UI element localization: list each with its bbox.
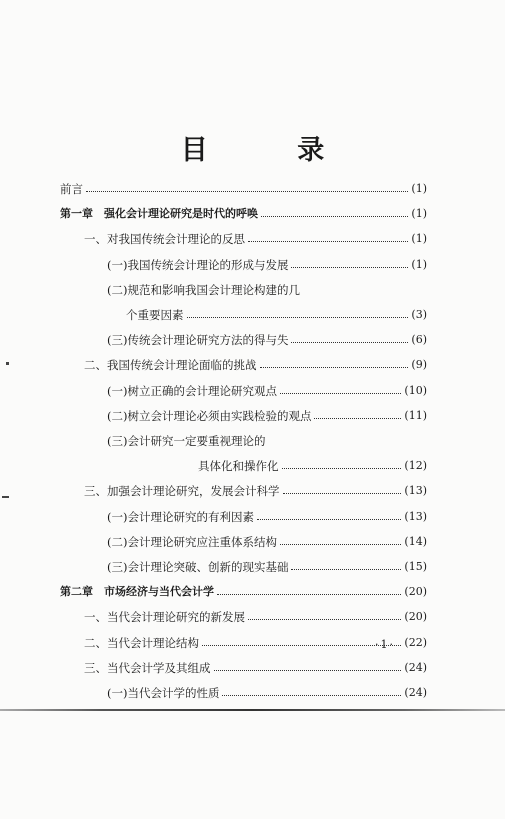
toc-title: 目 录 xyxy=(180,135,365,166)
toc-leader-dots xyxy=(280,383,401,394)
toc-entry xyxy=(107,403,427,423)
scan-edge-line xyxy=(0,709,505,711)
toc-entry-label: 二、我国传统会计理论面临的挑战 xyxy=(84,358,257,373)
toc-entry-label: 个重要因素 xyxy=(126,308,184,322)
toc-entry-page: (13) xyxy=(404,509,427,523)
toc-entry xyxy=(107,504,427,524)
toc-entry-label: 具体化和操作化 xyxy=(198,459,279,474)
toc-entry xyxy=(84,604,427,624)
toc-entry-label: 一、当代会计理论研究的新发展 xyxy=(84,610,245,625)
toc-entry-page: (20) xyxy=(404,610,427,624)
toc-entry-label: 一、对我国传统会计理论的反思 xyxy=(84,232,245,247)
scan-mark xyxy=(6,362,9,365)
toc-entry xyxy=(60,201,427,221)
toc-entry-label: (二)规范和影响我国会计理论构建的几 xyxy=(107,282,300,297)
toc-entry xyxy=(107,277,427,297)
toc-leader-dots xyxy=(291,559,401,570)
toc-entry-label: (一)我国传统会计理论的形成与发展 xyxy=(107,257,289,272)
toc-entry-page: (12) xyxy=(404,459,427,473)
toc-entry xyxy=(84,352,427,372)
toc-leader-dots xyxy=(314,408,401,419)
toc-leader-dots xyxy=(268,434,424,444)
toc-leader-dots xyxy=(222,685,401,696)
toc-entry xyxy=(107,529,427,549)
toc-entry xyxy=(60,176,427,196)
toc-leader-dots xyxy=(280,534,401,545)
toc-entry-label: (三)会计研究一定要重视理论的 xyxy=(107,434,266,448)
toc-entry-label: (一)当代会计学的性质 xyxy=(107,686,220,700)
toc-leader-dots xyxy=(248,609,401,620)
toc-entry-page: (1) xyxy=(411,207,427,221)
toc-entry xyxy=(107,252,427,272)
toc-entry-page: (10) xyxy=(404,383,427,397)
toc-leader-dots xyxy=(217,584,401,595)
toc-entry xyxy=(84,226,427,246)
toc-leader-dots xyxy=(282,458,402,469)
toc-entry xyxy=(107,554,427,574)
toc-entry-page: (11) xyxy=(404,408,427,422)
toc-entry-label: 三、加强会计理论研究，发展会计科学 xyxy=(84,484,280,499)
toc-entry-label: 三、当代会计学及其组成 xyxy=(84,660,211,675)
toc-entry xyxy=(107,378,427,398)
toc-entry-label: (二)树立会计理论必须由实践检验的观点 xyxy=(107,408,312,423)
toc-entry xyxy=(60,579,427,599)
toc-leader-dots xyxy=(202,635,401,646)
toc-entry xyxy=(84,655,427,675)
page-number: ·1· xyxy=(375,638,395,651)
toc-entry-label: 前言 xyxy=(60,182,83,196)
toc-entry-label: (三)会计理论突破、创新的现实基础 xyxy=(107,560,289,574)
toc-entry-label: 二、当代会计理论结构 xyxy=(84,635,199,650)
toc-entry xyxy=(107,428,427,448)
toc-entry-page: (22) xyxy=(404,635,427,649)
toc-leader-dots xyxy=(257,509,401,520)
toc-leader-dots xyxy=(187,307,409,318)
toc-entry-page: (1) xyxy=(411,182,427,195)
toc-leader-dots xyxy=(261,206,408,217)
toc-entry-page: (20) xyxy=(404,585,427,599)
toc-leader-dots xyxy=(214,660,402,671)
toc-entry-label: (一)会计理论研究的有利因素 xyxy=(107,509,254,524)
toc-leader-dots xyxy=(291,332,408,343)
toc-entry-page: (15) xyxy=(404,560,427,573)
toc-entry-label: 第一章 强化会计理论研究是时代的呼唤 xyxy=(60,207,258,221)
toc-leader-dots xyxy=(248,231,408,242)
toc-entry xyxy=(84,478,427,498)
toc-leader-dots xyxy=(260,357,409,368)
toc-entry-page: (24) xyxy=(404,660,427,674)
toc-entry xyxy=(107,327,427,347)
toc-entry xyxy=(198,453,427,473)
toc-entry xyxy=(107,680,427,700)
toc-entry-label: (二)会计理论研究应注重体系结构 xyxy=(107,534,277,549)
toc-entry-label: (三)传统会计理论研究方法的得与失 xyxy=(107,333,289,348)
toc-entry-page: (1) xyxy=(411,232,427,246)
toc-entry-page: (3) xyxy=(411,308,427,321)
toc-entry-label: 第二章 市场经济与当代会计学 xyxy=(60,585,214,599)
toc-entry-page: (24) xyxy=(404,686,427,699)
toc-entry xyxy=(126,302,427,322)
toc-entry-page: (9) xyxy=(411,358,427,372)
toc-entry-page: (6) xyxy=(411,333,427,347)
toc-entry-page: (14) xyxy=(404,534,427,548)
toc-leader-dots xyxy=(86,181,408,192)
toc-leader-dots xyxy=(303,283,424,293)
toc-leader-dots xyxy=(283,483,402,494)
toc-entry-page: (13) xyxy=(404,484,427,498)
toc-entry-page: (1) xyxy=(411,257,427,271)
scan-mark xyxy=(2,496,9,498)
toc-leader-dots xyxy=(291,257,408,268)
toc-entry-label: (一)树立正确的会计理论研究观点 xyxy=(107,383,277,398)
